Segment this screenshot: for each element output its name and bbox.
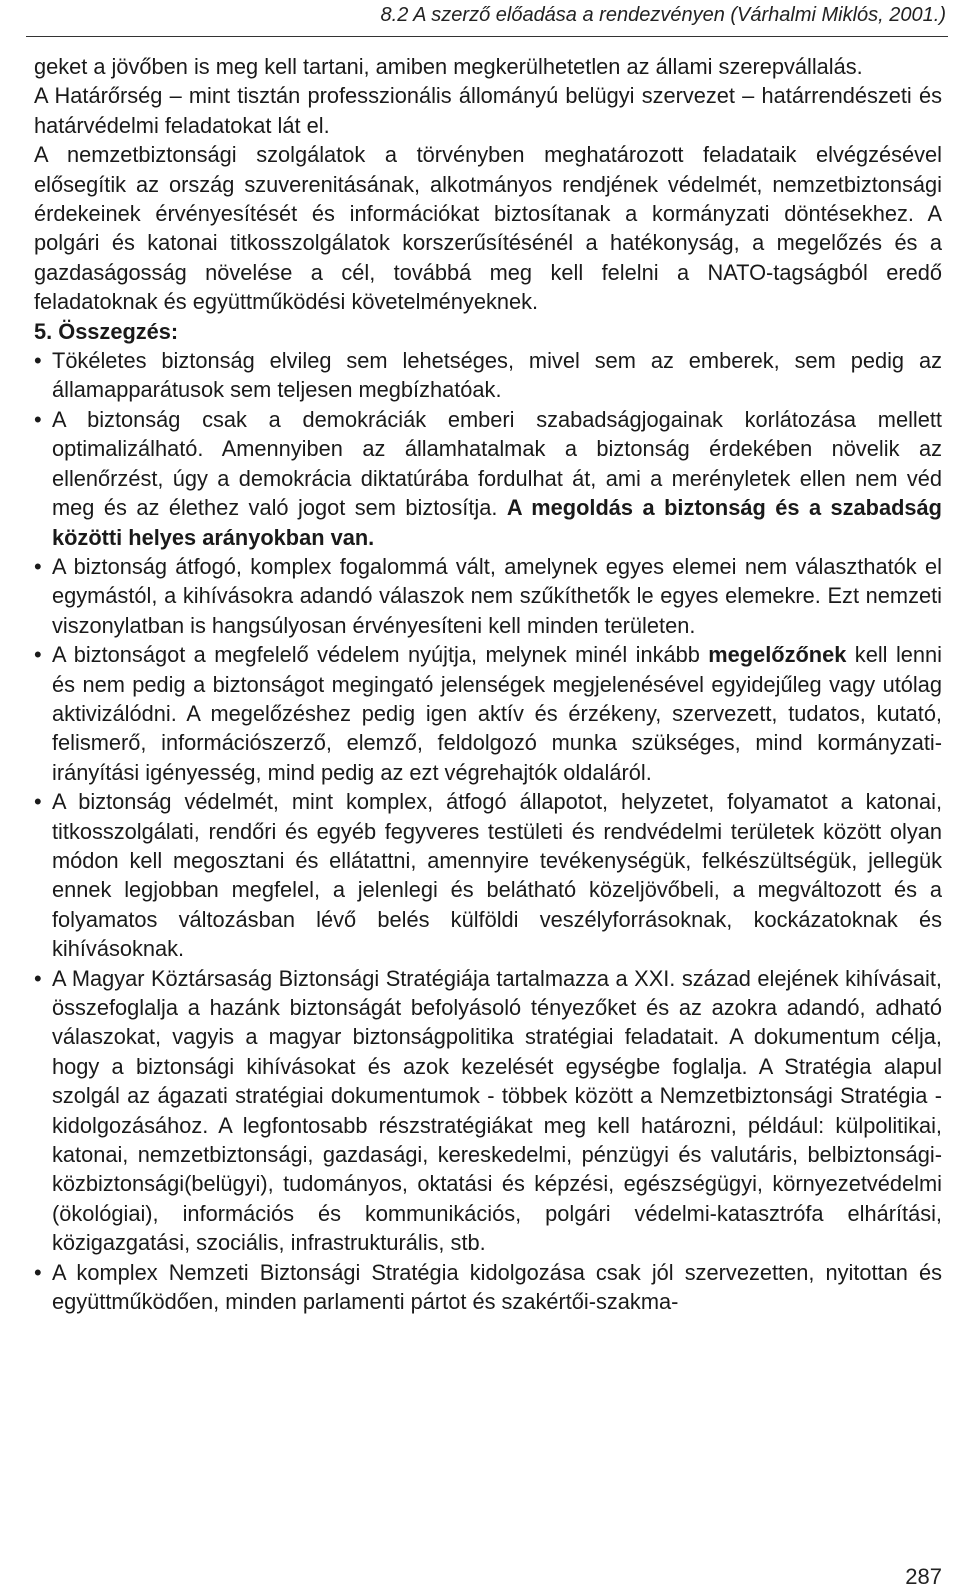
running-header: 8.2 A szerző előadása a rendezvényen (Várhalmi Miklós, 2001.) <box>380 4 946 26</box>
list-item-text: A biztonság csak a demokráciák emberi szabadságjogainak korlátozása mellett optimalizálható. Amennyiben az államhatalmak a biztonság érdekében növelik az ellenőrzést, úgy a demokrácia diktatúrába fordulhat át, ami a merényletek ellen nem véd meg és az élethez való jogot sem biztosítja. <box>52 406 942 521</box>
list-item-text: A biztonságot a megfelelő védelem nyújtja, melynek minél inkább <box>52 642 709 668</box>
paragraph: A Határőrség – mint tisztán professzionális állományú belügyi szervezet – határrendészeti és határvédelmi feladatokat lát el. <box>34 83 942 138</box>
list-item-text: A biztonság védelmét, mint komplex, átfogó állapotot, helyzetet, folyamatot a katonai, titkosszolgálati, rendőri és egyéb fegyveres testületi és rendvédelmi területek között olyan módon kell megosztani és ellátattni, amennyire tevékenységük, felkészültségük, jellegük ennek legjobban megfelel, a jelenlegi és belátható közeljövőbeli, a megváltozott és a folyamatos változásban lévő belés külföldi veszélyforrásoknak, kockázatoknak és kihívásoknak. <box>52 789 942 962</box>
page-number: 287 <box>905 1564 942 1589</box>
list-item <box>34 405 942 552</box>
paragraph: A nemzetbiztonsági szolgálatok a törvényben meghatározott feladataik elvégzésével elősegítik az ország szuverenitásának, alkotmányos rendjének védelmét, nemzetbiztonsági érdekeinek érvényesítését és információkat biztosítanak a kormányzati döntésekhez. A polgári és katonai titkosszolgálatok korszerűsítésénél a hatékonyság, a megelőzés és a gazdaságosság növelése a cél, továbbá meg kell felelni a NATO-tagságból eredő feladatoknak és együttműködési követelményeknek. <box>34 142 942 315</box>
paragraph: geket a jövőben is meg kell tartani, amiben megkerülhetetlen az állami szerepvállalás. <box>34 54 863 79</box>
list-item <box>34 1258 942 1317</box>
list-item-text: A komplex Nemzeti Biztonsági Stratégia kidolgozása csak jól szervezetten, nyitottan és együttműködően, minden parlamenti pártot és szakértői-szakma- <box>52 1259 942 1315</box>
header-divider <box>26 36 948 37</box>
list-item-text: Tökéletes biztonság elvileg sem lehetséges, mivel sem az emberek, sem pedig az államapparátusok sem teljesen megbízhatóak. <box>52 348 942 403</box>
list-item-emphasis: A megoldás a biztonság és a szabadság közötti helyes arányokban van. <box>52 495 942 550</box>
list-item-text: kell lenni és nem pedig a biztonságot megingató jelenségek megjelenésével egyidejűleg vagy utólag aktivizálódni. A megelőzéshez pedig igen aktív és érzékeny, szervezett, tudatos, kutató, felismerő, információszerző, elemző, feldolgozó munka szükséges, mind kormányzati-irányítási igényesség, mind pedig az ezt végrehajtók oldaláról. <box>52 642 942 785</box>
list-item-text: A biztonság átfogó, komplex fogalommá vált, amelynek egyes elemei nem választhatók el egymástól, a kihívásokra adandó válaszok nem szűkíthetők le egyes elemekre. Ezt nemzeti viszonylatban is hangsúlyosan érvényesíteni kell minden területen. <box>52 553 942 638</box>
list-item-text: A Magyar Köztársaság Biztonsági Stratégiája tartalmazza a XXI. század elejének kihívásait, összefoglalja a hazánk biztonságát befolyásoló tényezőket és az azokra adandó, adható válaszokat, vagyis a magyar biztonságpolitika stratégiai feladatait. A dokumentum célja, hogy a biztonsági kihívásokat és azok kezelését egységbe foglalja. A Stratégia alapul szolgál az ágazati stratégiai dokumentumok - többek között a Nemzetbiztonsági Stratégia - kidolgozásához. A legfontosabb részstratégiákat meg kell határozni, például: külpolitikai, katonai, nemzetbiztonsági, gazdasági, kereskedelmi, pénzügyi és valutáris, belbiztonsági-közbiztonsági(belügyi), tudományos, oktatási és képzési, egészségügyi, környezetvédelmi (ökológiai), információs és kommunikációs, polgári védelmi-katasztrófa elhárítási, közigazgatási, szociális, infrastrukturális, stb. <box>52 965 942 1256</box>
section-title: 5. Összegzés: <box>34 318 179 344</box>
list-item <box>34 787 942 963</box>
list-item-emphasis: megelőzőnek <box>708 642 847 668</box>
list-item <box>34 346 942 405</box>
page-body <box>34 52 942 1316</box>
list-item <box>34 640 942 787</box>
list-item <box>34 964 942 1258</box>
summary-list <box>34 346 942 1316</box>
list-item <box>34 552 942 640</box>
